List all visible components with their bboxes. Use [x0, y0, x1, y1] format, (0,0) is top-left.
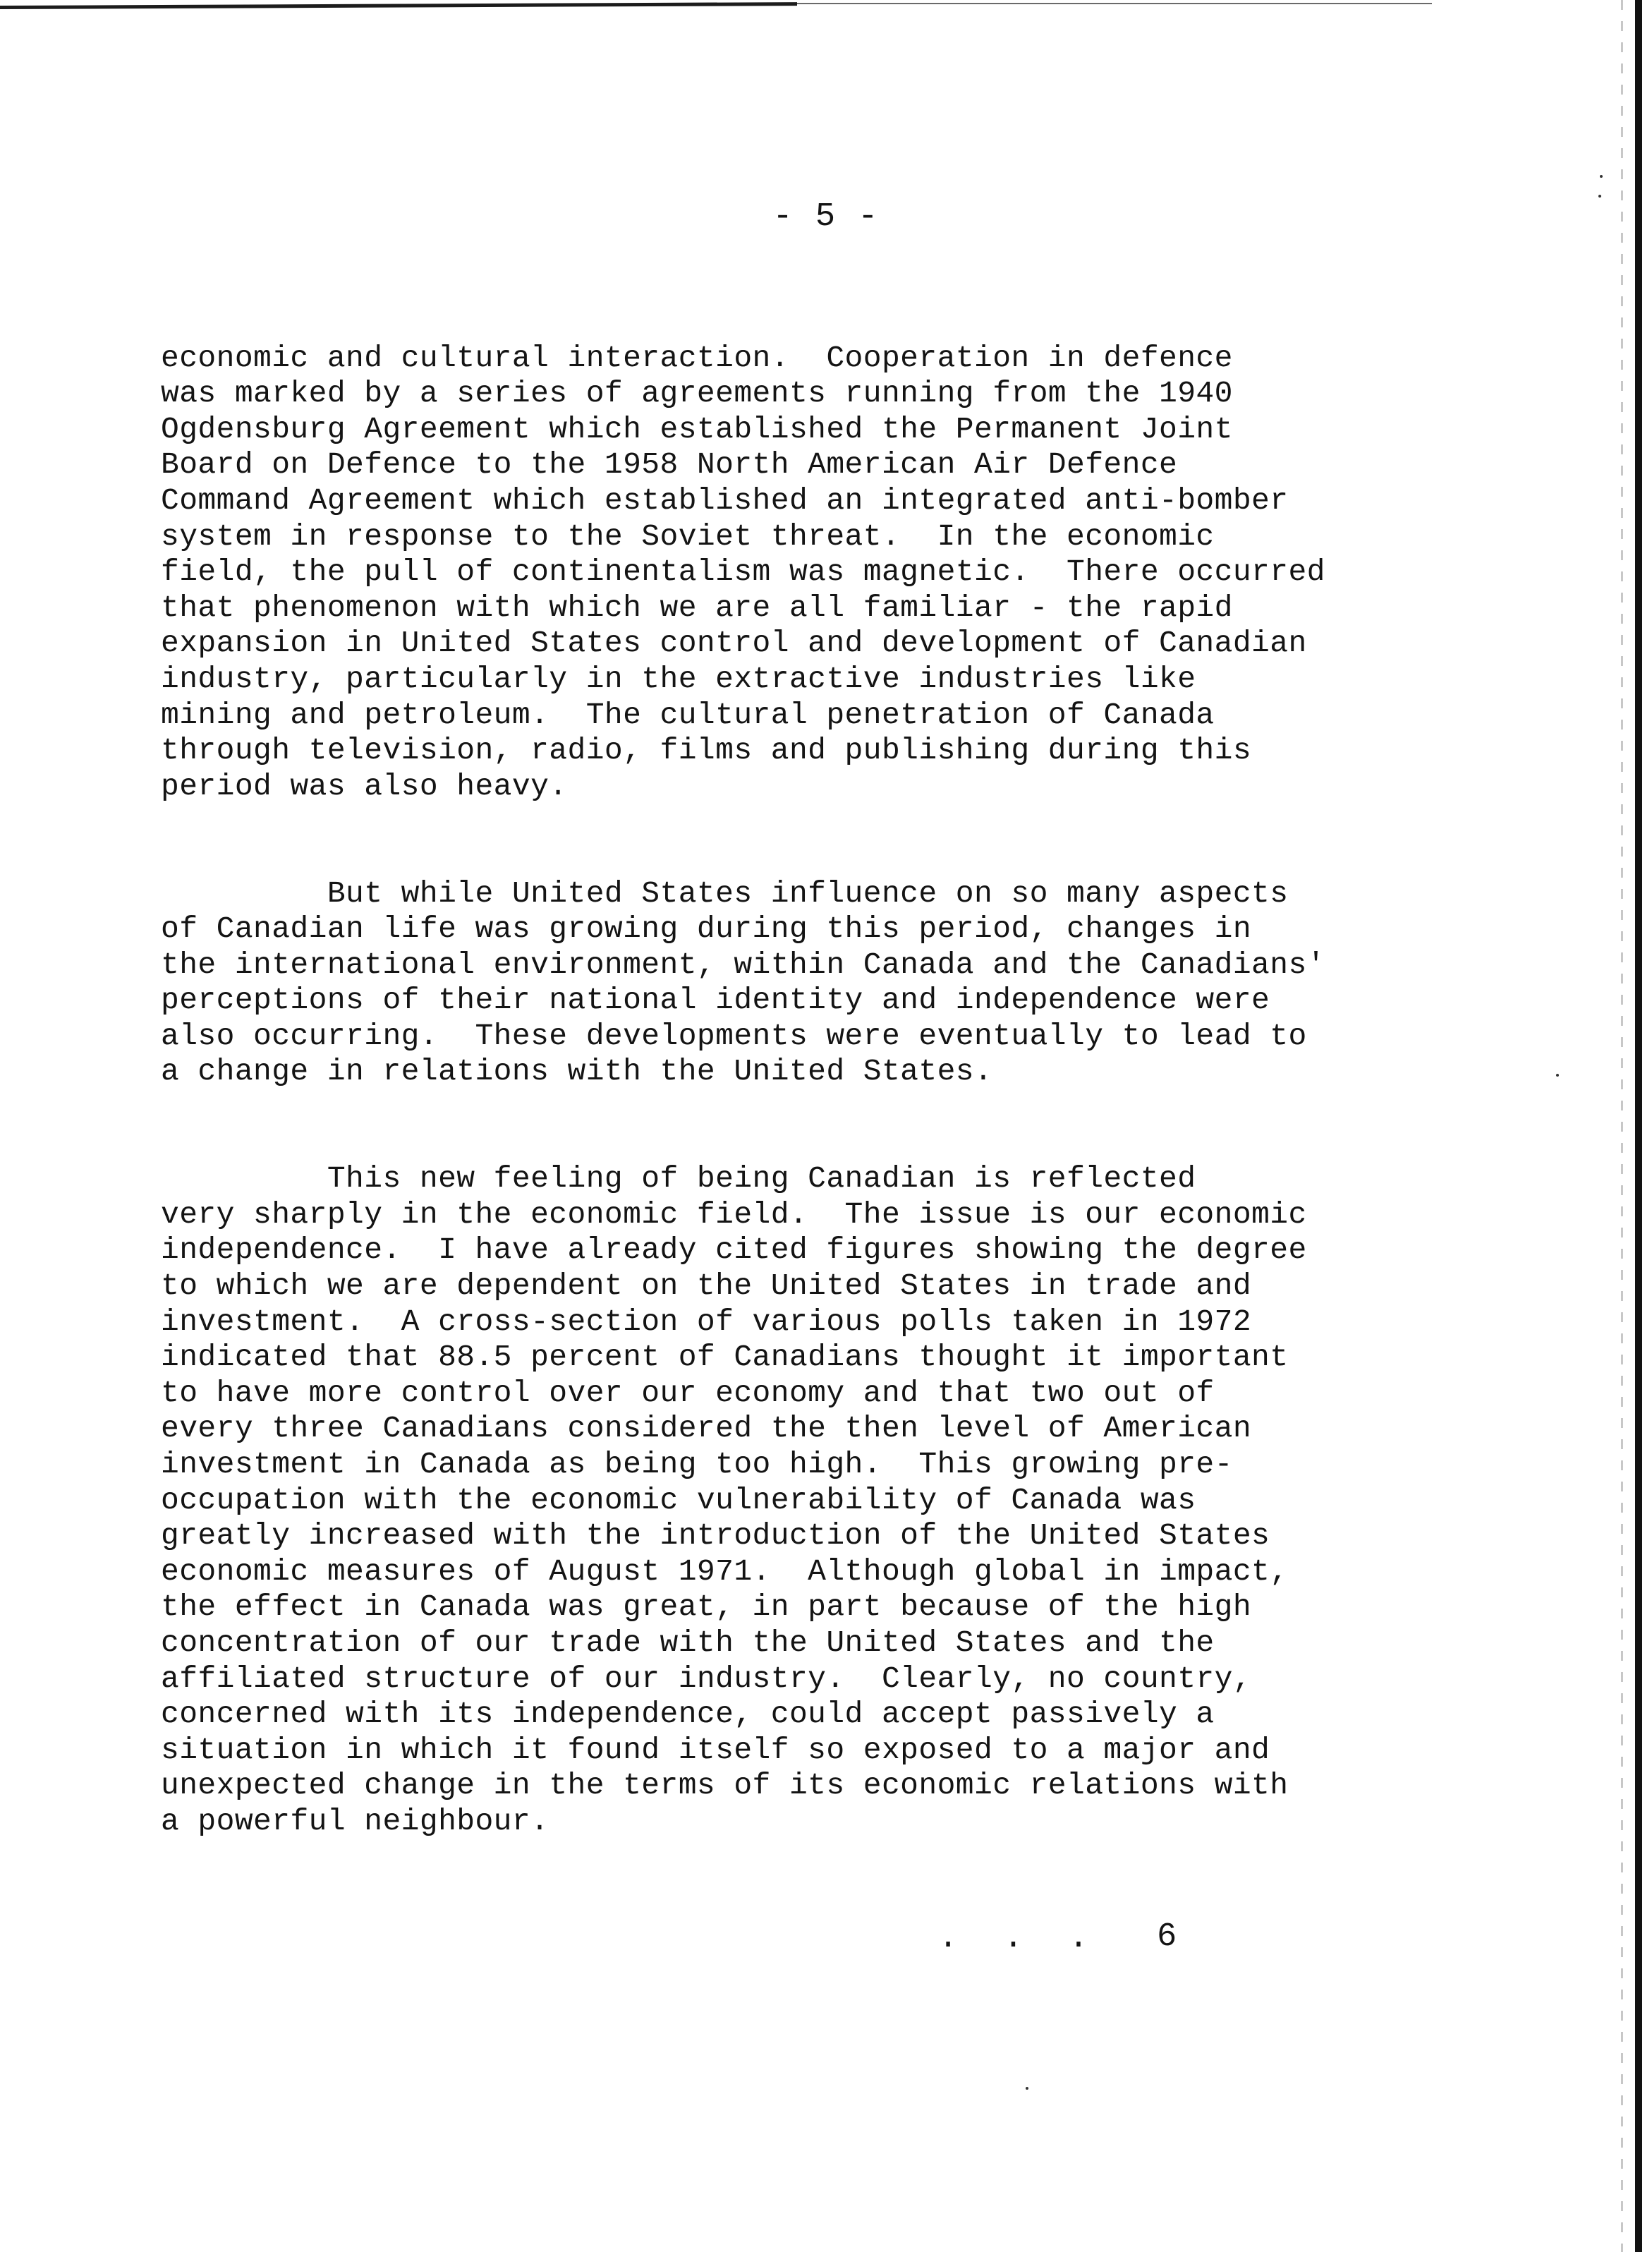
text-line: to have more control over our economy and that two out of: [161, 1375, 1215, 1410]
scan-right-edge: [1635, 0, 1642, 2252]
text-line: of Canadian life was growing during this period, changes in: [161, 912, 1252, 947]
text-line: expansion in United States control and development of Canadian: [161, 626, 1307, 661]
text-line: a powerful neighbour.: [161, 1803, 549, 1839]
text-line: economic measures of August 1971. Although global in impact,: [161, 1554, 1289, 1589]
text-line: situation in which it found itself so exposed to a major and: [161, 1732, 1270, 1767]
text-line: investment in Canada as being too high. This growing pre-: [161, 1447, 1233, 1482]
scan-speck: [1026, 2087, 1028, 2090]
text-line: This new feeling of being Canadian is reflected: [161, 1161, 1196, 1197]
scan-speck: [1600, 175, 1603, 178]
page-number: - 5 -: [772, 198, 880, 236]
text-line: also occurring. These developments were eventually to lead to: [161, 1018, 1307, 1053]
text-line: economic and cultural interaction. Cooperation in defence: [161, 340, 1233, 375]
scan-top-rule: [0, 2, 797, 9]
text-line: occupation with the economic vulnerability of Canada was: [161, 1482, 1196, 1518]
text-line: through television, radio, films and publishing during this: [161, 733, 1252, 768]
text-line: investment. A cross-section of various polls taken in 1972: [161, 1304, 1252, 1339]
text-line: Board on Defence to the 1958 North American Air Defence: [161, 447, 1178, 483]
text-line: field, the pull of continentalism was magnetic. There occurred: [161, 555, 1325, 590]
scan-top-rule-thin: [797, 3, 1432, 4]
text-line: was marked by a series of agreements running from the 1940: [161, 376, 1233, 411]
text-line: affiliated structure of our industry. Clearly, no country,: [161, 1661, 1252, 1696]
text-line: concentration of our trade with the United States and the: [161, 1625, 1215, 1660]
text-line: greatly increased with the introduction of the United States: [161, 1518, 1270, 1554]
paragraph-2: [161, 840, 1579, 1090]
text-line: But while United States influence on so many aspects: [161, 876, 1289, 911]
text-line: very sharply in the economic field. The issue is our economic: [161, 1197, 1307, 1232]
paragraph-1: [161, 305, 1579, 804]
text-line: concerned with its independence, could accept passively a: [161, 1697, 1215, 1732]
continuation-page-number: 6: [1157, 1918, 1177, 1956]
text-line: every three Canadians considered the then level of American: [161, 1411, 1252, 1446]
text-line: the effect in Canada was great, in part because of the high: [161, 1590, 1252, 1625]
continuation-dots: . . .: [938, 1920, 1102, 1957]
text-line: mining and petroleum. The cultural penetration of Canada: [161, 697, 1215, 732]
text-line: perceptions of their national identity and independence were: [161, 983, 1270, 1018]
text-line: unexpected change in the terms of its economic relations with: [161, 1768, 1289, 1803]
text-line: a change in relations with the United States.: [161, 1054, 993, 1089]
text-line: Command Agreement which established an integrated anti-bomber: [161, 483, 1289, 518]
scan-right-edge-shadow: [1621, 0, 1623, 2252]
text-line: industry, particularly in the extractive industries like: [161, 661, 1196, 696]
text-line: that phenomenon with which we are all familiar - the rapid: [161, 590, 1233, 625]
text-line: independence. I have already cited figures showing the degree: [161, 1233, 1307, 1268]
text-line: indicated that 88.5 percent of Canadians thought it important: [161, 1340, 1289, 1375]
text-line: the international environment, within Canada and the Canadians': [161, 947, 1325, 982]
text-line: Ogdensburg Agreement which established the Permanent Joint: [161, 411, 1233, 447]
text-line: system in response to the Soviet threat. In the economic: [161, 519, 1215, 554]
paragraph-3: [161, 1126, 1579, 1840]
text-line: to which we are dependent on the United States in trade and: [161, 1269, 1252, 1304]
text-line: period was also heavy.: [161, 768, 568, 804]
body-text: [161, 305, 1579, 1840]
